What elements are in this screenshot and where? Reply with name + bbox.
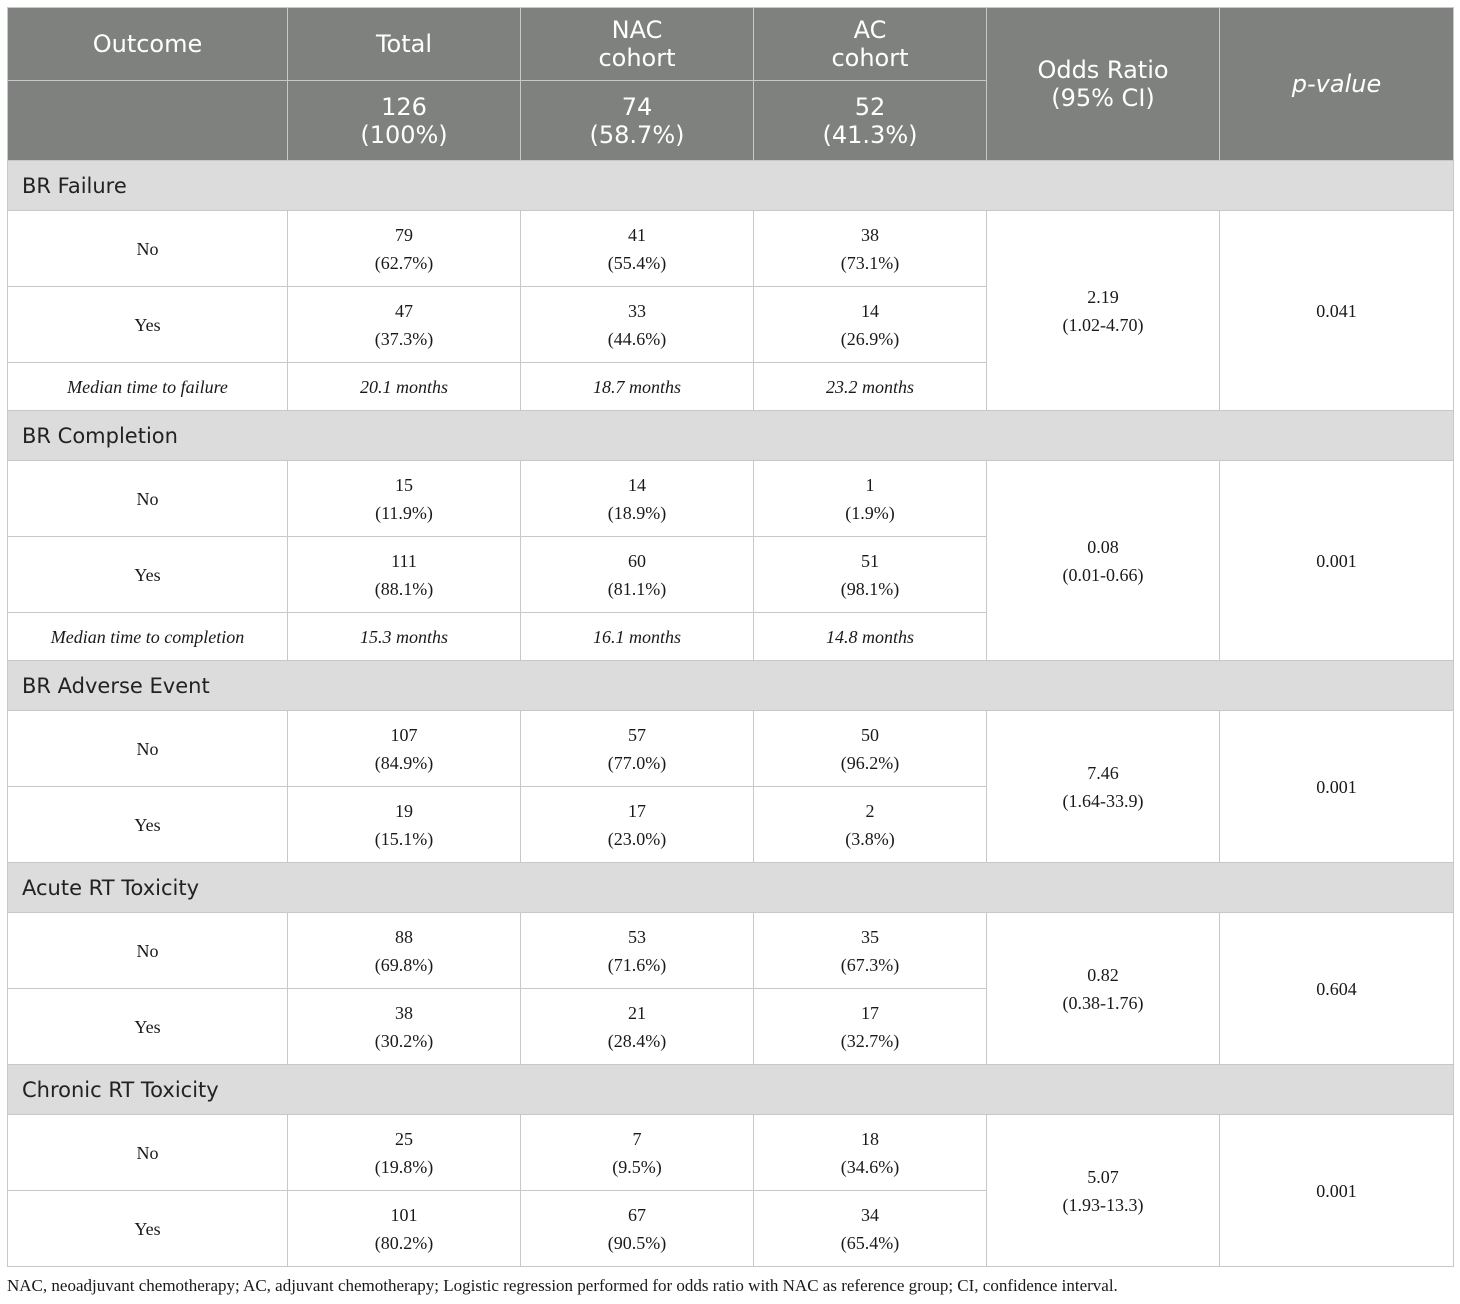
table-body: [8, 161, 1454, 1267]
median-ac: 14.8 months: [754, 613, 987, 661]
row-label: Yes: [8, 287, 288, 363]
nac-cell: 7 (9.5%): [521, 1115, 754, 1191]
total-cell: 111 (88.1%): [288, 537, 521, 613]
section-title: BR Adverse Event: [8, 661, 1454, 711]
odds-ratio-cell: 0.82 (0.38-1.76): [987, 913, 1220, 1065]
odds-ratio-cell: 0.08 (0.01-0.66): [987, 461, 1220, 661]
section-title: BR Failure: [8, 161, 1454, 211]
nac-cell: 33 (44.6%): [521, 287, 754, 363]
median-nac: 16.1 months: [521, 613, 754, 661]
p-value-cell: 0.041: [1220, 211, 1454, 411]
nac-cell: 67 (90.5%): [521, 1191, 754, 1267]
p-value-cell: 0.001: [1220, 711, 1454, 863]
total-cell: 79 (62.7%): [288, 211, 521, 287]
section-header-row: [8, 661, 1454, 711]
ac-cell: 18 (34.6%): [754, 1115, 987, 1191]
section-title: Chronic RT Toxicity: [8, 1065, 1454, 1115]
row-label: Yes: [8, 787, 288, 863]
row-label: No: [8, 461, 288, 537]
row-label: No: [8, 1115, 288, 1191]
row-label: No: [8, 913, 288, 989]
ac-cell: 51 (98.1%): [754, 537, 987, 613]
header-odds-ratio: Odds Ratio (95% CI): [987, 8, 1220, 161]
header-total: Total: [288, 8, 521, 81]
table-row: [8, 913, 1454, 989]
odds-ratio-cell: 2.19 (1.02-4.70): [987, 211, 1220, 411]
total-cell: 15 (11.9%): [288, 461, 521, 537]
nac-cell: 14 (18.9%): [521, 461, 754, 537]
section-title: BR Completion: [8, 411, 1454, 461]
row-label: Yes: [8, 1191, 288, 1267]
odds-ratio-cell: 7.46 (1.64-33.9): [987, 711, 1220, 863]
section-header-row: [8, 863, 1454, 913]
total-cell: 38 (30.2%): [288, 989, 521, 1065]
ac-cell: 35 (67.3%): [754, 913, 987, 989]
total-cell: 88 (69.8%): [288, 913, 521, 989]
p-value-cell: 0.604: [1220, 913, 1454, 1065]
ac-cell: 38 (73.1%): [754, 211, 987, 287]
row-label: No: [8, 711, 288, 787]
total-cell: 107 (84.9%): [288, 711, 521, 787]
nac-cell: 17 (23.0%): [521, 787, 754, 863]
total-cell: 25 (19.8%): [288, 1115, 521, 1191]
section-header-row: [8, 1065, 1454, 1115]
section-header-row: [8, 411, 1454, 461]
table-row: [8, 461, 1454, 537]
row-label: Yes: [8, 537, 288, 613]
section-title: Acute RT Toxicity: [8, 863, 1454, 913]
header-ac-cohort: AC cohort: [754, 8, 987, 81]
median-label: Median time to failure: [8, 363, 288, 411]
nac-cell: 57 (77.0%): [521, 711, 754, 787]
section-header-row: [8, 161, 1454, 211]
row-label: Yes: [8, 989, 288, 1065]
table-row: [8, 711, 1454, 787]
header-total-count: 126 (100%): [288, 81, 521, 161]
total-cell: 101 (80.2%): [288, 1191, 521, 1267]
total-cell: 19 (15.1%): [288, 787, 521, 863]
header-nac-cohort: NAC cohort: [521, 8, 754, 81]
header-nac-count: 74 (58.7%): [521, 81, 754, 161]
ac-cell: 34 (65.4%): [754, 1191, 987, 1267]
p-value-cell: 0.001: [1220, 1115, 1454, 1267]
median-total: 15.3 months: [288, 613, 521, 661]
nac-cell: 60 (81.1%): [521, 537, 754, 613]
ac-cell: 1 (1.9%): [754, 461, 987, 537]
outcomes-table: [7, 7, 1454, 1267]
nac-cell: 41 (55.4%): [521, 211, 754, 287]
ac-cell: 17 (32.7%): [754, 989, 987, 1065]
ac-cell: 50 (96.2%): [754, 711, 987, 787]
ac-cell: 2 (3.8%): [754, 787, 987, 863]
p-value-cell: 0.001: [1220, 461, 1454, 661]
odds-ratio-cell: 5.07 (1.93-13.3): [987, 1115, 1220, 1267]
median-nac: 18.7 months: [521, 363, 754, 411]
header-outcome-blank: [8, 81, 288, 161]
ac-cell: 14 (26.9%): [754, 287, 987, 363]
median-total: 20.1 months: [288, 363, 521, 411]
table-row: [8, 211, 1454, 287]
table-row: [8, 1115, 1454, 1191]
total-cell: 47 (37.3%): [288, 287, 521, 363]
median-ac: 23.2 months: [754, 363, 987, 411]
header-ac-count: 52 (41.3%): [754, 81, 987, 161]
nac-cell: 21 (28.4%): [521, 989, 754, 1065]
nac-cell: 53 (71.6%): [521, 913, 754, 989]
header-p-value: p-value: [1220, 8, 1454, 161]
median-label: Median time to completion: [8, 613, 288, 661]
table-footnote: NAC, neoadjuvant chemotherapy; AC, adjuvant chemotherapy; Logistic regression performed for odds ratio with NAC as reference group; CI, confidence interval.: [7, 1276, 1118, 1295]
row-label: No: [8, 211, 288, 287]
header-outcome: Outcome: [8, 8, 288, 81]
